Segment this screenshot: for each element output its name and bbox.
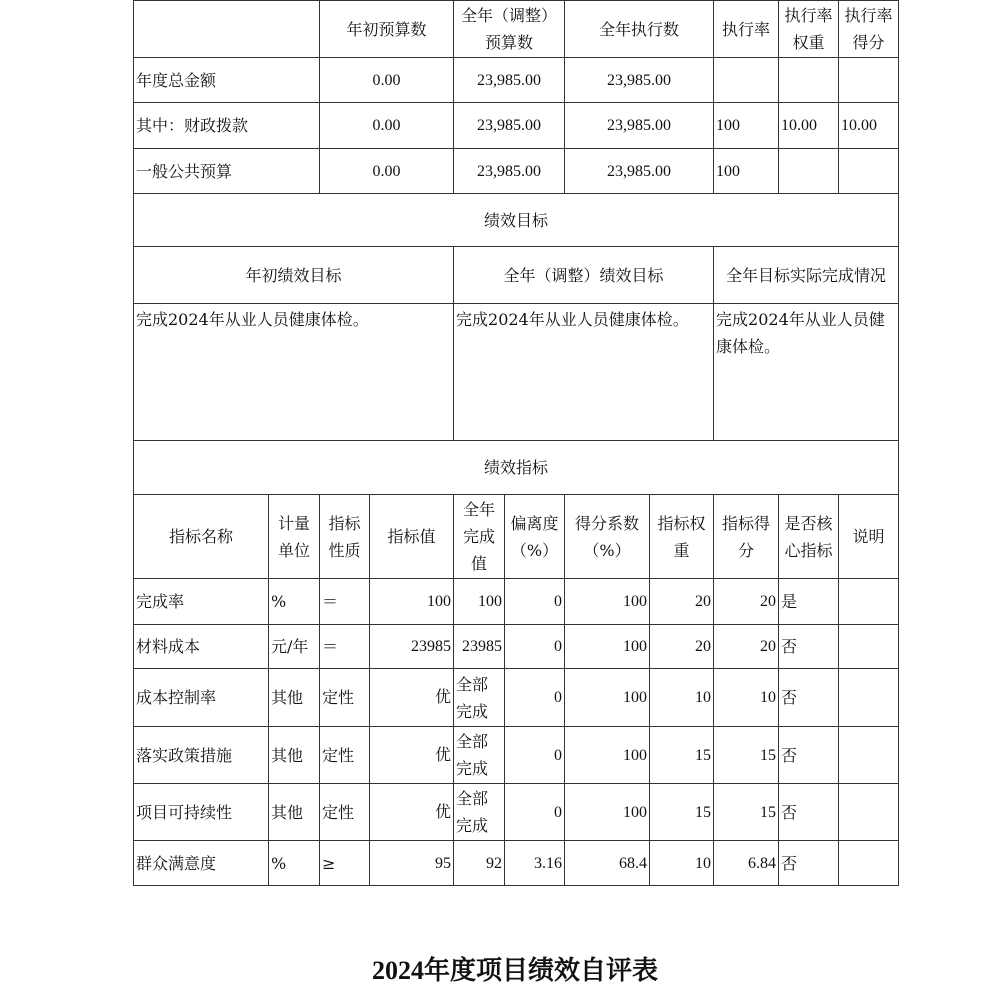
- header-cell: 执行率: [714, 1, 779, 58]
- header-cell: 全年执行数: [565, 1, 714, 58]
- value-cell: 0: [505, 579, 565, 625]
- budget-row: [134, 103, 899, 149]
- table-row: [134, 841, 899, 886]
- value-cell: 否: [779, 625, 839, 669]
- value-cell: 否: [779, 784, 839, 841]
- value-cell: 是: [779, 579, 839, 625]
- value-cell: %: [269, 841, 320, 886]
- header-cell: 是否核心指标: [779, 495, 839, 579]
- performance-table: [133, 0, 899, 886]
- value-cell: 100: [454, 579, 505, 625]
- budget-row: [134, 58, 899, 103]
- value-cell: 否: [779, 727, 839, 784]
- table-row: [134, 625, 899, 669]
- value-cell: 0: [505, 784, 565, 841]
- goal-text: 完成2024年从业人员健康体检。: [454, 304, 714, 441]
- document-title: 2024年度项目绩效自评表: [371, 956, 658, 985]
- value-cell: [839, 727, 899, 784]
- header-cell: 得分系数（%）: [565, 495, 650, 579]
- value-cell: 0: [505, 727, 565, 784]
- budget-header-row: [134, 1, 899, 58]
- header-cell: 年初绩效目标: [134, 247, 454, 304]
- value-cell: ＝: [320, 625, 370, 669]
- value-cell: [839, 149, 899, 194]
- header-cell: 执行率权重: [779, 1, 839, 58]
- value-cell: 优: [370, 727, 454, 784]
- value-cell: 0.00: [320, 149, 454, 194]
- value-cell: 23985: [454, 625, 505, 669]
- value-cell: 否: [779, 841, 839, 886]
- value-cell: [839, 841, 899, 886]
- value-cell: 20: [650, 625, 714, 669]
- value-cell: 其他: [269, 784, 320, 841]
- header-cell: 指标值: [370, 495, 454, 579]
- value-cell: 100: [565, 579, 650, 625]
- value-cell: 15: [650, 727, 714, 784]
- indicator-name: 落实政策措施: [134, 727, 269, 784]
- value-cell: 否: [779, 669, 839, 727]
- table-row: [134, 579, 899, 625]
- header-cell: 全年（调整）预算数: [454, 1, 565, 58]
- value-cell: 元/年: [269, 625, 320, 669]
- header-cell: 说明: [839, 495, 899, 579]
- section-title: 绩效目标: [134, 194, 899, 247]
- value-cell: 23,985.00: [454, 58, 565, 103]
- value-cell: 全部完成: [454, 784, 505, 841]
- value-cell: 10: [714, 669, 779, 727]
- indicator-name: 成本控制率: [134, 669, 269, 727]
- table-row: [134, 784, 899, 841]
- value-cell: [839, 784, 899, 841]
- value-cell: [714, 58, 779, 103]
- header-cell: 全年完成值: [454, 495, 505, 579]
- value-cell: 10: [650, 841, 714, 886]
- header-cell: 全年目标实际完成情况: [714, 247, 899, 304]
- value-cell: [839, 579, 899, 625]
- value-cell: 68.4: [565, 841, 650, 886]
- value-cell: 优: [370, 669, 454, 727]
- value-cell: 10.00: [839, 103, 899, 149]
- value-cell: 20: [650, 579, 714, 625]
- value-cell: 100: [714, 149, 779, 194]
- value-cell: 0.00: [320, 58, 454, 103]
- header-cell: 指标性质: [320, 495, 370, 579]
- indicators-header-row: [134, 495, 899, 579]
- value-cell: [779, 149, 839, 194]
- value-cell: 10: [650, 669, 714, 727]
- indicators-section-row: [134, 441, 899, 495]
- goals-value-row: [134, 304, 899, 441]
- value-cell: [839, 58, 899, 103]
- value-cell: 100: [565, 784, 650, 841]
- goals-section-row: [134, 194, 899, 247]
- value-cell: 6.84: [714, 841, 779, 886]
- row-label: 年度总金额: [134, 58, 320, 103]
- indicator-name: 项目可持续性: [134, 784, 269, 841]
- value-cell: 其他: [269, 669, 320, 727]
- value-cell: 3.16: [505, 841, 565, 886]
- indicator-name: 材料成本: [134, 625, 269, 669]
- value-cell: 23985: [370, 625, 454, 669]
- header-cell: 偏离度（%）: [505, 495, 565, 579]
- value-cell: 定性: [320, 669, 370, 727]
- value-cell: 100: [565, 669, 650, 727]
- row-label: 其中：财政拨款: [134, 103, 320, 149]
- value-cell: 0: [505, 669, 565, 727]
- value-cell: ＝: [320, 579, 370, 625]
- header-cell: 指标权重: [650, 495, 714, 579]
- header-cell: 指标得分: [714, 495, 779, 579]
- value-cell: 15: [714, 727, 779, 784]
- header-cell: [134, 1, 320, 58]
- value-cell: 23,985.00: [565, 58, 714, 103]
- value-cell: 23,985.00: [454, 149, 565, 194]
- value-cell: 100: [370, 579, 454, 625]
- value-cell: 20: [714, 625, 779, 669]
- value-cell: 其他: [269, 727, 320, 784]
- value-cell: %: [269, 579, 320, 625]
- header-cell: 执行率得分: [839, 1, 899, 58]
- table-row: [134, 669, 899, 727]
- value-cell: 全部完成: [454, 727, 505, 784]
- value-cell: [839, 669, 899, 727]
- goal-text: 完成2024年从业人员健康体检。: [134, 304, 454, 441]
- indicator-name: 完成率: [134, 579, 269, 625]
- indicator-name: 群众满意度: [134, 841, 269, 886]
- value-cell: 定性: [320, 727, 370, 784]
- goal-text: 完成2024年从业人员健康体检。: [714, 304, 899, 441]
- value-cell: 23,985.00: [454, 103, 565, 149]
- value-cell: 20: [714, 579, 779, 625]
- value-cell: 15: [714, 784, 779, 841]
- value-cell: 100: [565, 625, 650, 669]
- header-cell: 年初预算数: [320, 1, 454, 58]
- value-cell: 定性: [320, 784, 370, 841]
- value-cell: 92: [454, 841, 505, 886]
- value-cell: [839, 625, 899, 669]
- row-label: 一般公共预算: [134, 149, 320, 194]
- value-cell: 10.00: [779, 103, 839, 149]
- value-cell: 95: [370, 841, 454, 886]
- value-cell: ≥: [320, 841, 370, 886]
- goals-header-row: [134, 247, 899, 304]
- header-cell: 指标名称: [134, 495, 269, 579]
- value-cell: 23,985.00: [565, 149, 714, 194]
- header-cell: 全年（调整）绩效目标: [454, 247, 714, 304]
- value-cell: 优: [370, 784, 454, 841]
- value-cell: 23,985.00: [565, 103, 714, 149]
- value-cell: 0.00: [320, 103, 454, 149]
- budget-row: [134, 149, 899, 194]
- header-cell: 计量单位: [269, 495, 320, 579]
- value-cell: 0: [505, 625, 565, 669]
- value-cell: 100: [565, 727, 650, 784]
- value-cell: 15: [650, 784, 714, 841]
- value-cell: 全部完成: [454, 669, 505, 727]
- table-row: [134, 727, 899, 784]
- value-cell: 100: [714, 103, 779, 149]
- value-cell: [779, 58, 839, 103]
- section-title: 绩效指标: [134, 441, 899, 495]
